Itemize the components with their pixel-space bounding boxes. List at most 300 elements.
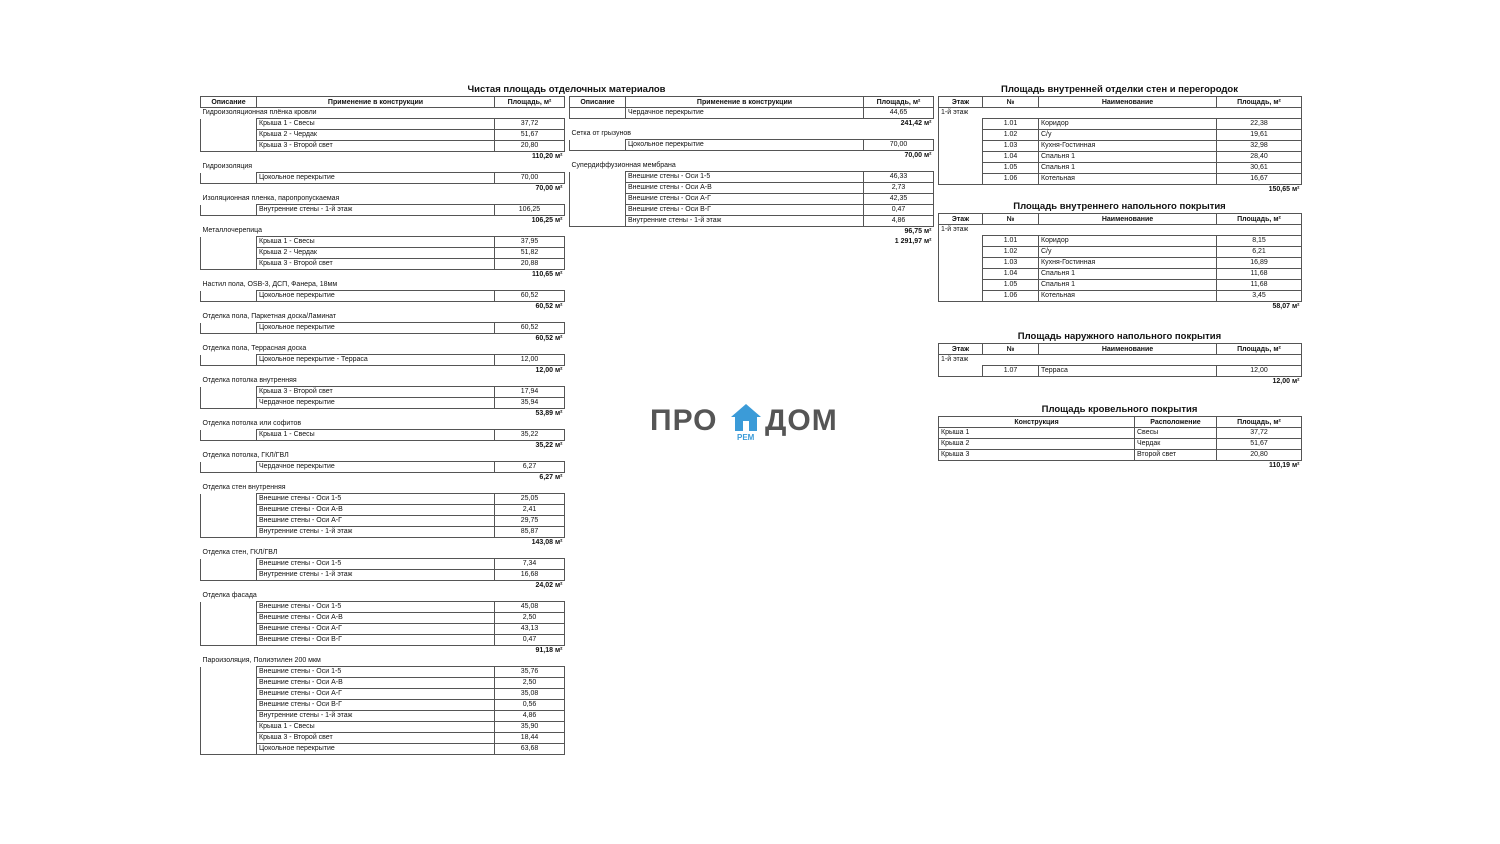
col-header-description: Описание <box>570 97 626 108</box>
room-area: 6,21 <box>1217 247 1302 258</box>
material-total: 35,22 м² <box>535 442 563 449</box>
room-name: Коридор <box>1039 119 1217 130</box>
table-row <box>939 247 1302 258</box>
area-cell: 35,94 <box>495 398 565 409</box>
total-row <box>939 377 1302 388</box>
row-spacer <box>201 355 257 366</box>
row-spacer <box>201 505 257 516</box>
row-spacer <box>201 516 257 527</box>
prodom-logo <box>650 403 850 443</box>
application-cell: Внешние стены - Оси 1-5 <box>257 667 495 678</box>
table-row <box>201 237 565 248</box>
area-cell: 12,00 <box>495 355 565 366</box>
table-row <box>201 119 565 130</box>
row-spacer <box>1039 185 1217 196</box>
area-cell: 20,80 <box>1217 450 1302 461</box>
table-row <box>201 248 565 259</box>
logo-text-left: ПРО <box>650 404 718 437</box>
area-cell: 20,80 <box>495 141 565 152</box>
col-header-area: Площадь, м² <box>1217 344 1302 355</box>
table-row <box>201 259 565 270</box>
application-cell: Крыша 3 - Второй свет <box>257 141 495 152</box>
application-cell: Крыша 3 - Второй свет <box>257 259 495 270</box>
row-spacer <box>201 323 257 334</box>
row-spacer <box>257 184 495 195</box>
room-name: Котельная <box>1039 174 1217 185</box>
row-spacer <box>201 141 257 152</box>
col-header-name: Наименование <box>1039 344 1217 355</box>
row-spacer <box>983 302 1039 313</box>
col-header-area: Площадь, м² <box>1217 97 1302 108</box>
material-name: Пароизоляция, Полиэтилен 200 мкм <box>202 657 321 664</box>
area-cell: 70,00 <box>864 140 934 151</box>
table-total: 58,07 м² <box>1272 303 1300 310</box>
table-row <box>201 624 565 635</box>
floor-outer-table <box>938 343 1302 387</box>
application-cell: Внешние стены - Оси 1-5 <box>257 559 495 570</box>
table-row <box>939 439 1302 450</box>
area-cell: 46,33 <box>864 172 934 183</box>
row-spacer <box>201 559 257 570</box>
material-total: 91,18 м² <box>535 647 563 654</box>
material-group-header <box>201 591 565 602</box>
area-cell: 29,75 <box>495 516 565 527</box>
row-spacer <box>257 581 495 592</box>
area-cell: 35,22 <box>495 430 565 441</box>
table-row <box>939 258 1302 269</box>
room-number: 1.06 <box>983 174 1039 185</box>
room-name: Коридор <box>1039 236 1217 247</box>
walls-table <box>938 96 1302 195</box>
room-number: 1.01 <box>983 236 1039 247</box>
room-area: 12,00 <box>1217 366 1302 377</box>
row-spacer <box>626 119 864 130</box>
logo-subtext: РЕМ <box>737 433 755 442</box>
row-spacer <box>201 635 257 646</box>
material-total: 106,25 м² <box>531 217 563 224</box>
floor-inner-title: Площадь внутреннего напольного покрытия <box>1013 201 1226 212</box>
application-cell: Цокольное перекрытие <box>626 140 864 151</box>
row-spacer <box>983 108 1039 119</box>
row-spacer <box>201 689 257 700</box>
row-spacer <box>201 184 257 195</box>
row-spacer <box>570 227 626 238</box>
table-row <box>201 733 565 744</box>
table-row <box>201 173 565 184</box>
area-cell: 6,27 <box>495 462 565 473</box>
grand-total: 1 291,97 м² <box>894 238 932 245</box>
area-cell: 85,87 <box>495 527 565 538</box>
area-cell: 2,41 <box>495 505 565 516</box>
row-spacer <box>201 259 257 270</box>
construction-cell: Крыша 1 <box>939 428 1135 439</box>
application-cell: Чердачное перекрытие <box>257 398 495 409</box>
table-row <box>939 174 1302 185</box>
table-row <box>201 387 565 398</box>
material-total-row <box>201 581 565 592</box>
material-group-header <box>201 419 565 430</box>
table-row <box>570 194 934 205</box>
area-cell: 44,65 <box>864 108 934 119</box>
material-name: Сетка от грызунов <box>571 130 631 137</box>
material-group-header <box>201 451 565 462</box>
row-spacer <box>257 216 495 227</box>
area-cell: 37,95 <box>495 237 565 248</box>
row-spacer <box>983 225 1039 236</box>
row-spacer <box>201 700 257 711</box>
application-cell: Внешние стены - Оси А-В <box>257 613 495 624</box>
col-header-application: Применение в конструкции <box>626 97 864 108</box>
col-header-area: Площадь, м² <box>1217 214 1302 225</box>
row-spacer <box>939 141 983 152</box>
material-total: 70,00 м² <box>535 185 563 192</box>
row-spacer <box>570 151 626 162</box>
table-row <box>201 494 565 505</box>
table-row <box>201 527 565 538</box>
material-total: 53,89 м² <box>535 410 563 417</box>
application-cell: Внешние стены - Оси А-Г <box>257 516 495 527</box>
row-spacer <box>570 108 626 119</box>
material-total-row <box>201 409 565 420</box>
material-name: Металлочерепица <box>202 227 263 234</box>
area-cell: 4,86 <box>495 711 565 722</box>
area-cell: 35,90 <box>495 722 565 733</box>
row-spacer <box>201 130 257 141</box>
row-spacer <box>570 194 626 205</box>
col-header-area: Площадь, м² <box>495 97 565 108</box>
table-row <box>939 236 1302 247</box>
application-cell: Внешние стены - Оси А-Г <box>257 624 495 635</box>
application-cell: Внутренние стены - 1-й этаж <box>257 570 495 581</box>
row-spacer <box>939 461 1135 472</box>
row-spacer <box>201 527 257 538</box>
row-spacer <box>939 280 983 291</box>
application-cell: Цокольное перекрытие - Терраса <box>257 355 495 366</box>
row-spacer <box>201 646 257 657</box>
room-name: Кухня-Гостинная <box>1039 258 1217 269</box>
material-total: 143,08 м² <box>531 539 563 546</box>
row-spacer <box>570 140 626 151</box>
room-area: 19,61 <box>1217 130 1302 141</box>
room-number: 1.06 <box>983 291 1039 302</box>
col-header-floor: Этаж <box>939 344 983 355</box>
material-group-header <box>201 280 565 291</box>
table-row <box>201 711 565 722</box>
area-cell: 7,34 <box>495 559 565 570</box>
material-group-header <box>201 376 565 387</box>
row-spacer <box>201 205 257 216</box>
table-row <box>201 323 565 334</box>
application-cell: Крыша 2 - Чердак <box>257 248 495 259</box>
material-name: Отделка фасада <box>202 592 257 599</box>
table-row <box>939 130 1302 141</box>
application-cell: Внутренние стены - 1-й этаж <box>257 205 495 216</box>
table-row <box>201 398 565 409</box>
col-header-floor: Этаж <box>939 97 983 108</box>
row-spacer <box>939 152 983 163</box>
table-total: 12,00 м² <box>1272 378 1300 385</box>
area-cell: 37,72 <box>1217 428 1302 439</box>
application-cell: Внешние стены - Оси А-В <box>257 678 495 689</box>
material-total: 24,02 м² <box>535 582 563 589</box>
material-group-header <box>201 226 565 237</box>
row-spacer <box>201 678 257 689</box>
table-total: 110,19 м² <box>1269 462 1300 469</box>
application-cell: Цокольное перекрытие <box>257 323 495 334</box>
room-area: 22,38 <box>1217 119 1302 130</box>
table-row <box>570 108 934 119</box>
floor-label: 1-й этаж <box>939 225 983 236</box>
material-total: 241,42 м² <box>900 120 932 127</box>
area-cell: 106,25 <box>495 205 565 216</box>
col-header-application: Применение в конструкции <box>257 97 495 108</box>
col-header-area: Площадь, м² <box>1217 417 1302 428</box>
table-row <box>201 205 565 216</box>
floor-row <box>939 108 1302 119</box>
area-cell: 18,44 <box>495 733 565 744</box>
material-name: Отделка стен, ГКЛ/ГВЛ <box>202 549 278 556</box>
row-spacer <box>257 646 495 657</box>
row-spacer <box>983 355 1039 366</box>
row-spacer <box>257 473 495 484</box>
row-spacer <box>939 236 983 247</box>
table-row <box>201 355 565 366</box>
roof-table <box>938 416 1302 471</box>
row-spacer <box>201 711 257 722</box>
col-header-floor: Этаж <box>939 214 983 225</box>
room-number: 1.02 <box>983 247 1039 258</box>
col-header-area: Площадь, м² <box>864 97 934 108</box>
material-total: 12,00 м² <box>535 367 563 374</box>
room-number: 1.05 <box>983 163 1039 174</box>
row-spacer <box>983 377 1039 388</box>
row-spacer <box>201 430 257 441</box>
room-number: 1.01 <box>983 119 1039 130</box>
floor-row <box>939 225 1302 236</box>
table-row <box>939 366 1302 377</box>
col-header-number: № <box>983 97 1039 108</box>
house-icon <box>730 403 762 433</box>
row-spacer <box>201 119 257 130</box>
material-group-header <box>201 548 565 559</box>
area-cell: 51,82 <box>495 248 565 259</box>
table-row <box>201 667 565 678</box>
col-header-construction: Конструкция <box>939 417 1135 428</box>
col-header-number: № <box>983 344 1039 355</box>
material-total-row <box>201 334 565 345</box>
row-spacer <box>939 130 983 141</box>
material-total-row <box>201 152 565 163</box>
row-spacer <box>201 624 257 635</box>
row-spacer <box>201 473 257 484</box>
table-row <box>201 430 565 441</box>
area-cell: 0,56 <box>495 700 565 711</box>
table-row <box>201 744 565 755</box>
application-cell: Внешние стены - Оси В-Г <box>257 700 495 711</box>
row-spacer <box>983 185 1039 196</box>
material-total-row <box>201 302 565 313</box>
material-total: 70,00 м² <box>904 152 932 159</box>
row-spacer <box>1135 461 1217 472</box>
area-cell: 0,47 <box>864 205 934 216</box>
application-cell: Крыша 1 - Свесы <box>257 119 495 130</box>
table-row <box>201 130 565 141</box>
table-row <box>570 140 934 151</box>
material-total-row <box>570 227 934 238</box>
application-cell: Внутренние стены - 1-й этаж <box>626 216 864 227</box>
table-row <box>201 570 565 581</box>
row-spacer <box>201 334 257 345</box>
application-cell: Внутренние стены - 1-й этаж <box>257 711 495 722</box>
application-cell: Крыша 2 - Чердак <box>257 130 495 141</box>
area-cell: 43,13 <box>495 624 565 635</box>
area-cell: 2,50 <box>495 613 565 624</box>
row-spacer <box>201 581 257 592</box>
area-cell: 17,94 <box>495 387 565 398</box>
room-area: 16,67 <box>1217 174 1302 185</box>
floor-row <box>939 355 1302 366</box>
row-spacer <box>201 173 257 184</box>
material-name: Отделка потолка, ГКЛ/ГВЛ <box>202 452 289 459</box>
table-row <box>201 462 565 473</box>
application-cell: Чердачное перекрытие <box>257 462 495 473</box>
row-spacer <box>201 387 257 398</box>
row-spacer <box>201 570 257 581</box>
area-cell: 51,67 <box>1217 439 1302 450</box>
row-spacer <box>939 269 983 280</box>
material-name: Изоляционная пленка, паропропускаемая <box>202 195 340 202</box>
table-row <box>570 216 934 227</box>
room-number: 1.04 <box>983 152 1039 163</box>
total-row <box>939 302 1302 313</box>
row-spacer <box>1217 108 1302 119</box>
area-cell: 35,76 <box>495 667 565 678</box>
table-row <box>201 291 565 302</box>
row-spacer <box>201 538 257 549</box>
material-total-row <box>201 473 565 484</box>
row-spacer <box>257 152 495 163</box>
row-spacer <box>1039 377 1217 388</box>
floor-outer-title: Площадь наружного напольного покрытия <box>1017 331 1222 342</box>
row-spacer <box>570 183 626 194</box>
material-total: 60,52 м² <box>535 303 563 310</box>
material-group-header <box>201 656 565 667</box>
table-row <box>939 163 1302 174</box>
room-name: Терраса <box>1039 366 1217 377</box>
room-number: 1.04 <box>983 269 1039 280</box>
row-spacer <box>939 291 983 302</box>
area-cell: 37,72 <box>495 119 565 130</box>
table-row <box>939 280 1302 291</box>
row-spacer <box>201 216 257 227</box>
row-spacer <box>1217 355 1302 366</box>
row-spacer <box>201 494 257 505</box>
row-spacer <box>201 441 257 452</box>
room-number: 1.07 <box>983 366 1039 377</box>
room-number: 1.03 <box>983 258 1039 269</box>
walls-title: Площадь внутренней отделки стен и перегородок <box>1001 84 1238 95</box>
application-cell: Цокольное перекрытие <box>257 291 495 302</box>
row-spacer <box>939 302 983 313</box>
material-total-row <box>201 646 565 657</box>
table-row <box>201 689 565 700</box>
row-spacer <box>570 205 626 216</box>
room-name: Кухня-Гостинная <box>1039 141 1217 152</box>
material-total-row <box>570 119 934 130</box>
area-cell: 42,35 <box>864 194 934 205</box>
row-spacer <box>1217 225 1302 236</box>
room-area: 28,40 <box>1217 152 1302 163</box>
material-name: Супердиффузионная мембрана <box>571 162 676 169</box>
room-name: Спальня 1 <box>1039 269 1217 280</box>
table-total: 150,65 м² <box>1268 186 1300 193</box>
application-cell: Внешние стены - Оси 1-5 <box>257 494 495 505</box>
area-cell: 0,47 <box>495 635 565 646</box>
floor-label: 1-й этаж <box>939 355 983 366</box>
row-spacer <box>257 366 495 377</box>
material-name: Настил пола, OSB-3, ДСП, Фанера, 18мм <box>202 281 338 288</box>
material-name: Гидроизоляция <box>202 163 253 170</box>
floor-inner-table <box>938 213 1302 312</box>
row-spacer <box>201 722 257 733</box>
row-spacer <box>201 744 257 755</box>
row-spacer <box>201 462 257 473</box>
application-cell: Внутренние стены - 1-й этаж <box>257 527 495 538</box>
material-group-header <box>201 483 565 494</box>
material-total-row <box>201 216 565 227</box>
room-area: 30,61 <box>1217 163 1302 174</box>
row-spacer <box>201 291 257 302</box>
row-spacer <box>1039 355 1217 366</box>
application-cell: Крыша 3 - Второй свет <box>257 733 495 744</box>
row-spacer <box>201 398 257 409</box>
table-row <box>570 183 934 194</box>
table-row <box>939 152 1302 163</box>
room-name: С/у <box>1039 130 1217 141</box>
table-row <box>201 559 565 570</box>
area-cell: 70,00 <box>495 173 565 184</box>
material-group-header <box>201 194 565 205</box>
table-row <box>939 291 1302 302</box>
application-cell: Крыша 1 - Свесы <box>257 722 495 733</box>
material-total: 96,75 м² <box>904 228 932 235</box>
row-spacer <box>201 409 257 420</box>
application-cell: Внешние стены - Оси 1-5 <box>626 172 864 183</box>
row-spacer <box>201 270 257 281</box>
row-spacer <box>257 409 495 420</box>
material-group-header <box>570 129 934 140</box>
table-row <box>201 722 565 733</box>
room-name: С/у <box>1039 247 1217 258</box>
row-spacer <box>201 602 257 613</box>
table-row <box>939 119 1302 130</box>
row-spacer <box>257 334 495 345</box>
table-row <box>570 205 934 216</box>
col-header-location: Расположение <box>1135 417 1217 428</box>
row-spacer <box>201 733 257 744</box>
table-row <box>201 505 565 516</box>
material-group-header <box>201 162 565 173</box>
application-cell: Крыша 1 - Свесы <box>257 430 495 441</box>
material-total-row <box>201 441 565 452</box>
row-spacer <box>939 163 983 174</box>
application-cell: Внешние стены - Оси А-В <box>626 183 864 194</box>
total-row <box>939 461 1302 472</box>
room-number: 1.02 <box>983 130 1039 141</box>
material-name: Гидроизоляционная плёнка кровли <box>202 109 317 116</box>
construction-cell: Крыша 3 <box>939 450 1135 461</box>
room-name: Спальня 1 <box>1039 280 1217 291</box>
